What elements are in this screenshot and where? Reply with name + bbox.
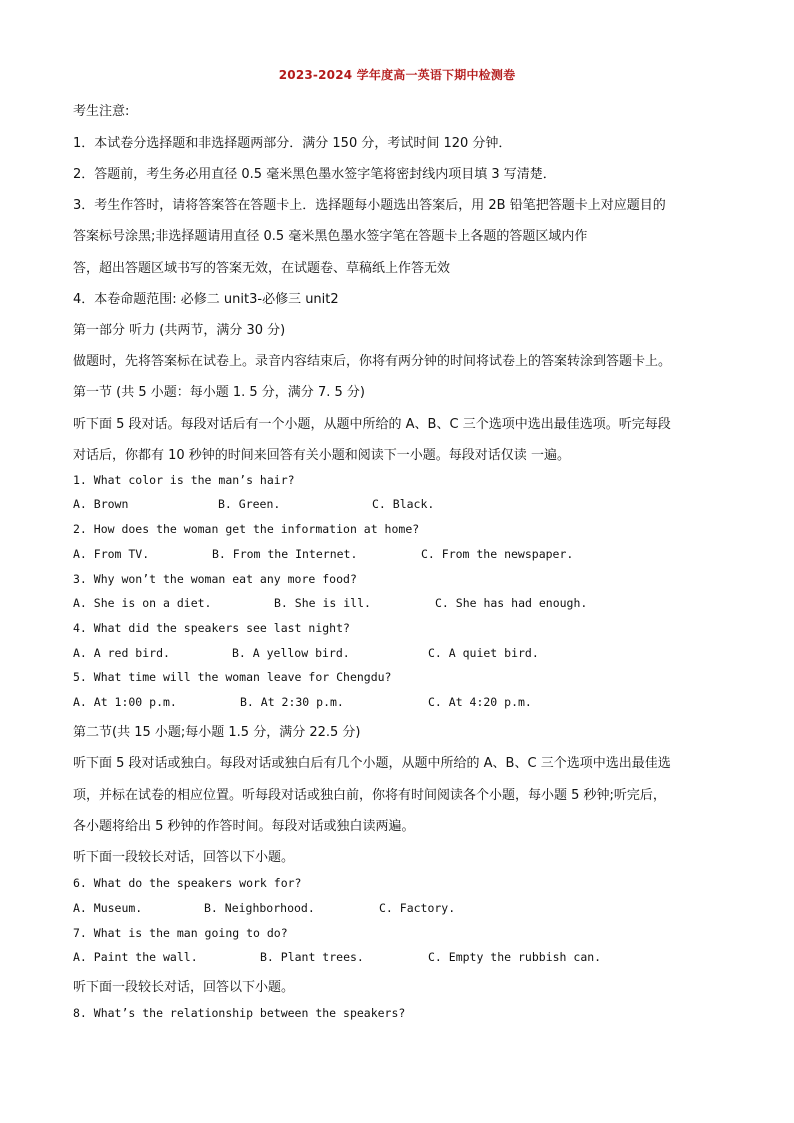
option-c: C. At 4:20 p.m. — [428, 695, 532, 709]
option-c: C. Empty the rubbish can. — [428, 950, 602, 964]
option-a: A. Paint the wall. — [73, 950, 198, 964]
notice-item-1: 1．本试卷分选择题和非选择题两部分．满分 150 分，考试时间 120 分钟． — [73, 136, 512, 151]
dialog-intro-1: 听下面一段较长对话，回答以下小题。 — [73, 850, 295, 865]
notice-heading: 考生注意: — [73, 104, 130, 119]
option-b: B. Neighborhood. — [204, 901, 315, 915]
notice-item-2: 2．答题前，考生务必用直径 0.5 毫米黑色墨水签字笔将密封线内项目填 3 写清楚． — [73, 167, 556, 182]
option-c: C. Factory. — [379, 901, 456, 915]
option-a: A. From TV. — [73, 547, 150, 561]
dialog-intro-2: 听下面一段较长对话，回答以下小题。 — [73, 980, 295, 995]
option-b: B. Plant trees. — [260, 950, 364, 964]
option-c: C. Black. — [372, 497, 435, 511]
section2-instruction-1: 听下面 5 段对话或独白。每段对话或独白后有几个小题，从题中所给的 A、B、C 三个选项中选出最佳选 — [73, 756, 671, 771]
section2-instruction-3: 各小题将给出 5 秒钟的作答时间。每段对话或独白读两遍。 — [73, 819, 415, 834]
option-a: A. Museum. — [73, 901, 143, 915]
option-c: C. A quiet bird. — [428, 646, 539, 660]
question-6: 6. What do the speakers work for? — [73, 876, 302, 890]
option-a: A. She is on a diet. — [73, 596, 212, 610]
exam-title: 2023-2024 学年度高一英语下期中检测卷 — [278, 68, 516, 82]
notice-item-3: 3．考生作答时，请将答案答在答题卡上．选择题每小题选出答案后，用 2B 铅笔把答题卡上对应题目的 — [73, 198, 666, 213]
option-b: B. A yellow bird. — [232, 646, 350, 660]
section1-heading: 第一节 (共 5 小题：每小题 1. 5 分，满分 7. 5 分) — [73, 385, 365, 400]
option-a: A. A red bird. — [73, 646, 170, 660]
option-c: C. From the newspaper. — [421, 547, 574, 561]
option-b: B. At 2:30 p.m. — [240, 695, 344, 709]
question-1: 1. What color is the man’s hair? — [73, 473, 295, 487]
notice-item-3-cont: 答案标号涂黑;非选择题请用直径 0.5 毫米黑色墨水签字笔在答题卡上各题的答题区域内作 — [73, 229, 588, 244]
option-c: C. She has had enough. — [435, 596, 588, 610]
question-2: 2. How does the woman get the information at home? — [73, 522, 420, 536]
option-a: A. At 1:00 p.m. — [73, 695, 177, 709]
question-7: 7. What is the man going to do? — [73, 926, 288, 940]
section1-instruction-2: 对话后，你都有 10 秒钟的时间来回答有关小题和阅读下一小题。每段对话仅读 一遍。 — [73, 448, 570, 463]
notice-item-3-cont2: 答，超出答题区域书写的答案无效，在试题卷、草稿纸上作答无效 — [73, 261, 451, 276]
notice-item-4: 4．本卷命题范围: 必修二 unit3-必修三 unit2 — [73, 292, 339, 307]
option-b: B. Green. — [218, 497, 281, 511]
section2-instruction-2: 项，并标在试卷的相应位置。听每段对话或独白前，你将有时间阅读各个小题，每小题 5 秒钟;听完后， — [73, 788, 666, 803]
question-5: 5. What time will the woman leave for Chengdu? — [73, 670, 392, 684]
section2-heading: 第二节(共 15 小题;每小题 1.5 分，满分 22.5 分) — [73, 725, 361, 740]
question-3: 3. Why won’t the woman eat any more food? — [73, 572, 357, 586]
option-b: B. She is ill. — [274, 596, 371, 610]
part1-heading: 第一部分 听力 (共两节，满分 30 分) — [73, 323, 286, 338]
question-8: 8. What’s the relationship between the speakers? — [73, 1006, 406, 1020]
question-4: 4. What did the speakers see last night? — [73, 621, 350, 635]
part1-instruction: 做题时，先将答案标在试卷上。录音内容结束后，你将有两分钟的时间将试卷上的答案转涂到答题卡上。 — [73, 354, 672, 369]
section1-instruction-1: 听下面 5 段对话。每段对话后有一个小题，从题中所给的 A、B、C 三个选项中选出最佳选项。听完每段 — [73, 417, 671, 432]
option-b: B. From the Internet. — [212, 547, 358, 561]
option-a: A. Brown — [73, 497, 129, 511]
